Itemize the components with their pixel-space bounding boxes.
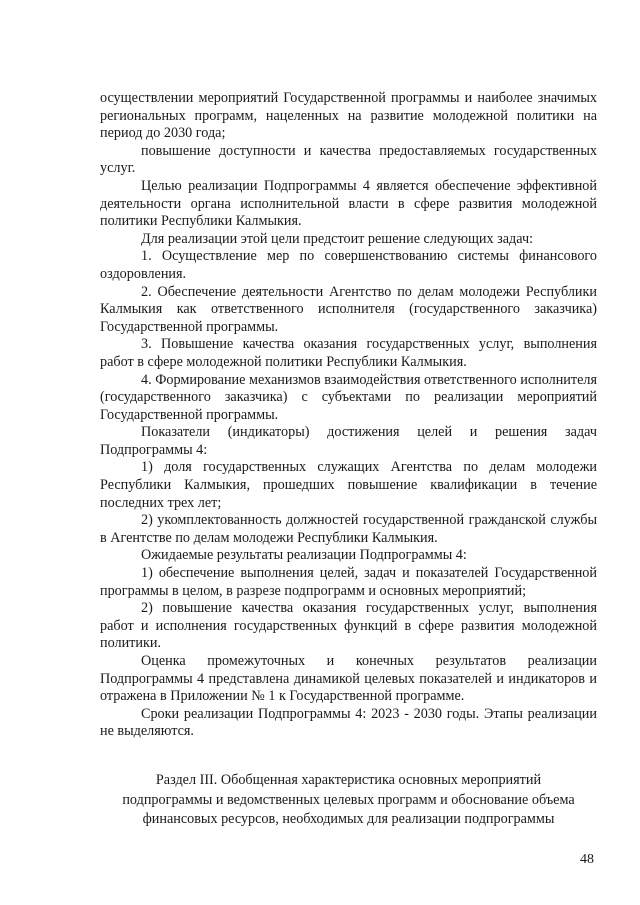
section-heading-line: финансовых ресурсов, необходимых для реализации подпрограммы bbox=[142, 811, 555, 827]
section-heading-line: подпрограммы и ведомственных целевых программ и обоснование объема bbox=[122, 791, 575, 808]
list-item: 1. Осуществление мер по совершенствованию системы финансового оздоровления. bbox=[100, 248, 597, 282]
list-item: 1) обеспечение выполнения целей, задач и показателей Государственной программы в целом, в разрезе подпрограмм и основных мероприятий; bbox=[100, 565, 597, 599]
paragraph: Сроки реализации Подпрограммы 4: 2023 - 2030 годы. Этапы реализации не выделяются. bbox=[100, 705, 597, 740]
page-number: 48 bbox=[580, 852, 594, 867]
paragraph: Для реализации этой цели предстоит решение следующих задач: bbox=[141, 230, 534, 247]
list-item: 2) повышение качества оказания государственных услуг, выполнения работ и исполнения государственных функций в сфере развития молодежной политики. bbox=[100, 600, 597, 652]
paragraph: Оценка промежуточных и конечных результатов реализации Подпрограммы 4 представлена динамикой целевых показателей и индикаторов и отражена в Приложении № 1 к Государственной программе. bbox=[100, 653, 597, 705]
section-heading bbox=[100, 771, 597, 830]
paragraph: осуществлении мероприятий Государственной программы и наиболее значимых региональных программ, нацеленных на развитие молодежной политики на период до 2030 года; bbox=[100, 90, 597, 142]
list-item: 2. Обеспечение деятельности Агентство по делам молодежи Республики Калмыкия как ответственного исполнителя (государственного заказчика) Государственной программы. bbox=[100, 283, 597, 335]
paragraph: повышение доступности и качества предоставляемых государственных услуг. bbox=[100, 142, 597, 177]
paragraph: Целью реализации Подпрограммы 4 является обеспечение эффективной деятельности органа исполнительной власти в сфере развития молодежной политики Республики Калмыкия. bbox=[100, 177, 597, 230]
list-item: 4. Формирование механизмов взаимодействия ответственного исполнителя (государственного заказчика) с субъектами по реализации мероприятий Государственной программы. bbox=[100, 371, 597, 423]
list-item: 2) укомплектованность должностей государственной гражданской службы в Агентстве по делам молодежи Республики Калмыкия. bbox=[100, 512, 597, 546]
section-heading-line: Раздел III. Обобщенная характеристика основных мероприятий bbox=[155, 772, 542, 788]
list-item: 3. Повышение качества оказания государственных услуг, выполнения работ в сфере молодежной политики Республики Калмыкия. bbox=[100, 336, 597, 370]
paragraph: Ожидаемые результаты реализации Подпрограммы 4: bbox=[141, 547, 467, 564]
list-item: 1) доля государственных служащих Агентства по делам молодежи Республики Калмыкия, прошедших повышение квалификации в течение последних трех лет; bbox=[100, 459, 597, 511]
document-body bbox=[100, 90, 597, 741]
paragraph: Показатели (индикаторы) достижения целей и решения задач Подпрограммы 4: bbox=[100, 424, 597, 458]
